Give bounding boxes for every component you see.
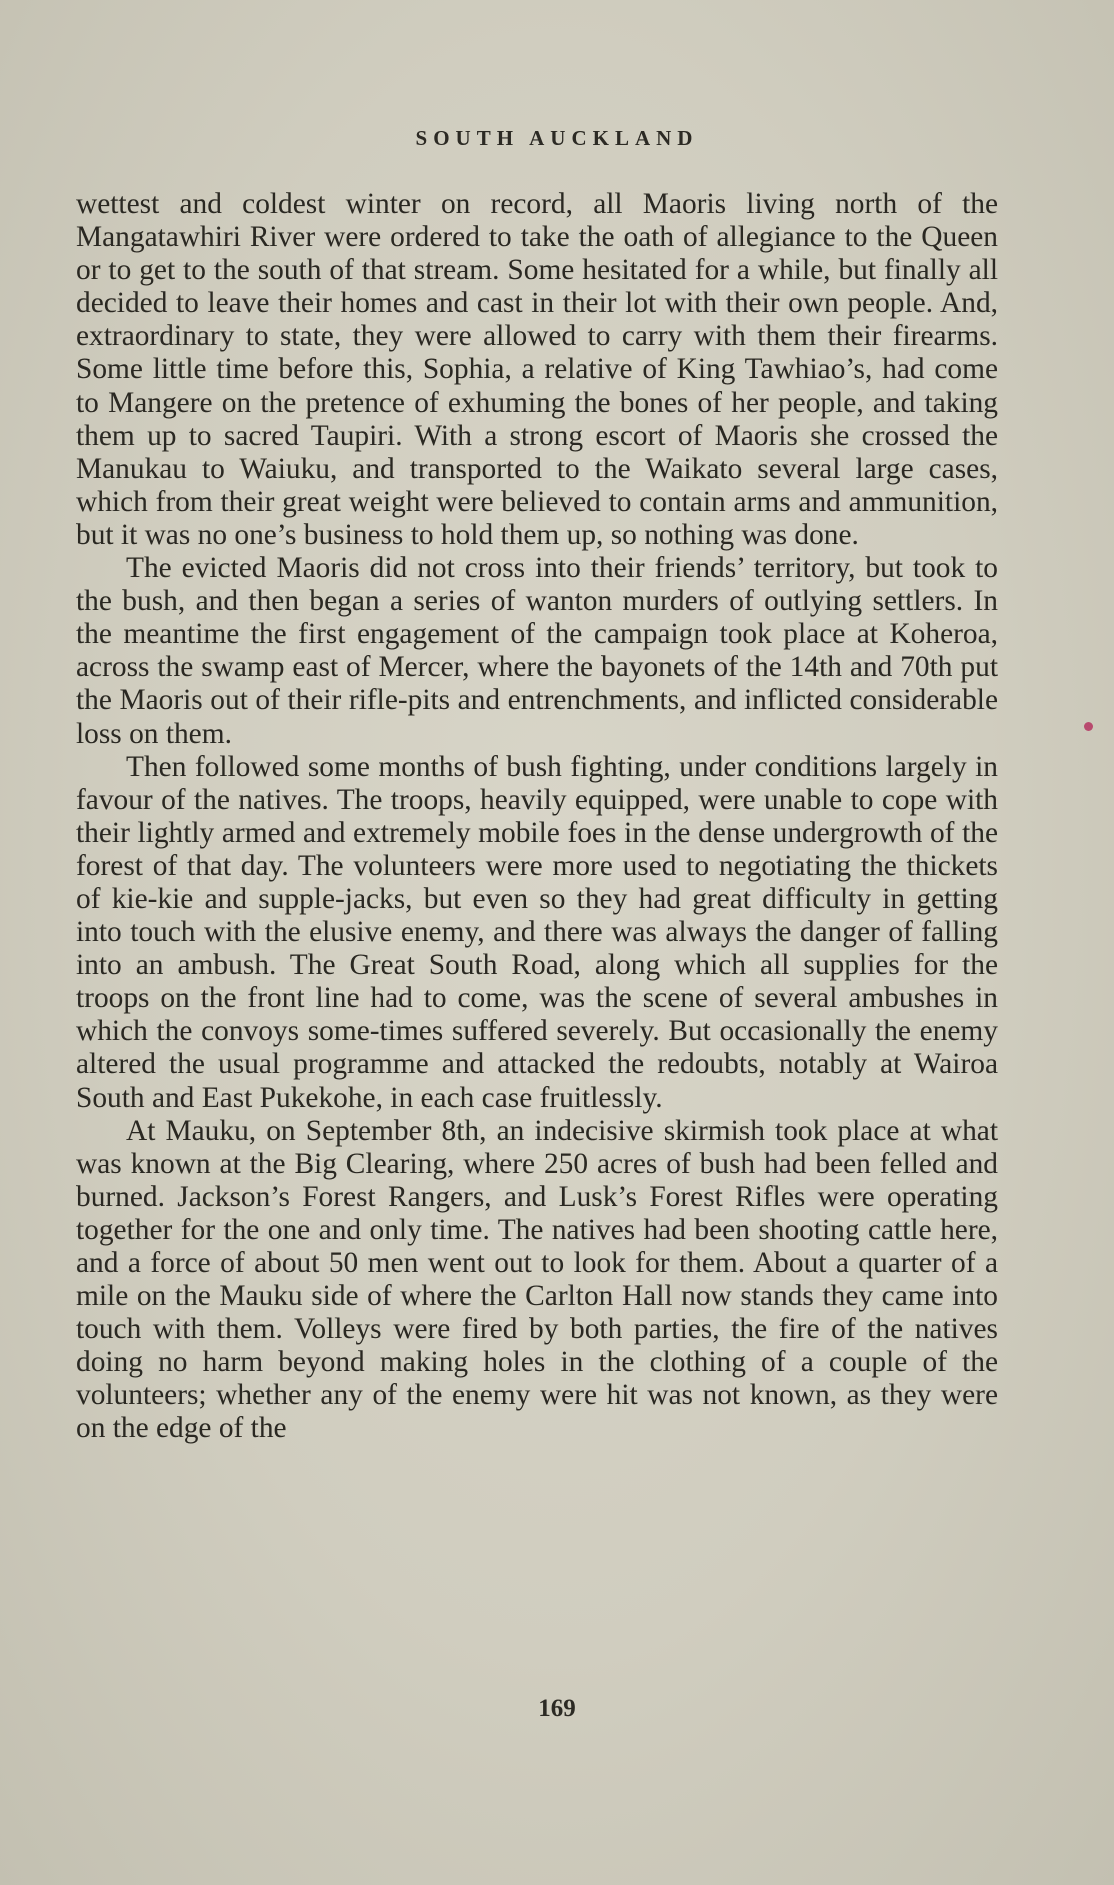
paragraph-continued: wettest and coldest winter on record, all Maoris living north of the Mangatawhiri River were ordered to take the oath of allegiance to the Queen or to get to the south of that stream. Some hesitated for a while, but finally all decided to leave their homes and cast in their lot with their own people. And, extraordinary to state, they were allowed to carry with them their firearms. Some little time before this, Sophia, a relative of King Tawhiao’s, had come to Mangere on the pretence of exhuming the bones of her people, and taking them up to sacred Taupiri. With a strong escort of Maoris she crossed the Manukau to Waiuku, and transported to the Waikato several large cases, which from their great weight were believed to contain arms and ammunition, but it was no one’s business to hold them up, so nothing was done.: [76, 188, 998, 551]
paragraph-evicted-maoris: The evicted Maoris did not cross into their friends’ territory, but took to the bush, and then began a series of wanton murders of outlying settlers. In the meantime the first engagement of the campaign took place at Koheroa, across the swamp east of Mercer, where the bayonets of the 14th and 70th put the Maoris out of their rifle-pits and entrenchments, and inflicted considerable loss on them.: [76, 552, 998, 750]
running-head: SOUTH AUCKLAND: [415, 126, 699, 150]
page-number: 169: [538, 1695, 576, 1722]
ink-speck: [1084, 722, 1093, 731]
paragraph-bush-fighting: Then followed some months of bush fighting, under conditions largely in favour of the natives. The troops, heavily equipped, were unable to cope with their lightly armed and extremely mobile foes in the dense undergrowth of the forest of that day. The volunteers were more used to negotiating the thickets of kie-kie and supple-jacks, but even so they had great difficulty in getting into touch with the elusive enemy, and there was always the danger of falling into an ambush. The Great South Road, along which all supplies for the troops on the front line had to come, was the scene of several ambushes in which the convoys some-times suffered severely. But occasionally the enemy altered the usual programme and attacked the redoubts, notably at Wairoa South and East Pukekohe, in each case fruitlessly.: [76, 750, 998, 1114]
body-text: [76, 188, 998, 1446]
paragraph-mauku-skirmish: At Mauku, on September 8th, an indecisive skirmish took place at what was known at the Big Clearing, where 250 acres of bush had been felled and burned. Jackson’s Forest Rangers, and Lusk’s Forest Rifles were operating together for the one and only time. The natives had been shooting cattle here, and a force of about 50 men went out to look for them. About a quarter of a mile on the Mauku side of where the Carlton Hall now stands they came into touch with them. Volleys were fired by both parties, the fire of the natives doing no harm beyond making holes in the clothing of a couple of the volunteers; whether any of the enemy were hit was not known, as they were on the edge of the: [76, 1114, 998, 1445]
